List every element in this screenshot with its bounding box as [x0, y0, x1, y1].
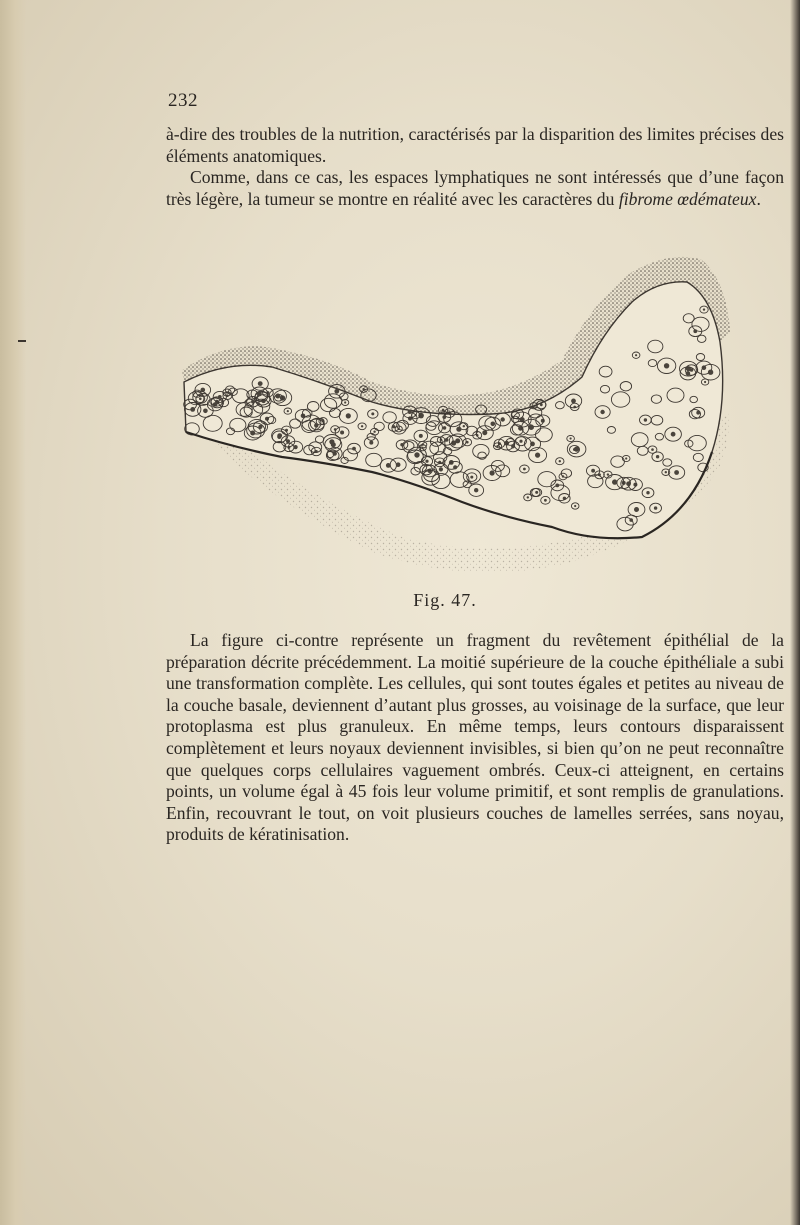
cell-nucleus — [277, 433, 282, 438]
cell-nucleus — [334, 389, 339, 394]
margin-mark — [18, 340, 26, 342]
cell-nucleus — [501, 417, 505, 421]
cell-nucleus — [535, 491, 538, 494]
cell-nucleus — [414, 452, 419, 457]
page-number: 232 — [168, 90, 198, 111]
cell-nucleus — [442, 415, 446, 419]
description-paragraph-text: La figure ci-contre représente un fragment du revêtement épithélial de la préparation décrite précédemment. La moitié supérieure de la couche épithéliale a subi une transformation complète. Les cellules, qui sont toutes égales et petites au niveau de la couche basale, deviennent d’autant plus grosses, au voisinage de la surface, que leur protoplasma est plus granuleux. En même temps, leurs contours disparaissent complètement et leurs noyaux deviennent invisibles, si bien qu’on ne peut reconnaître que quelques corps cellulaires vaguement ombrés. Ceux-ci atteignent, en certains points, un volume égal à 45 fois leur volume primitif, et sont remplis de granulations. Enfin, recouvrant le tout, on voit plusieurs couches de lamelles serrées, sans noyau, produits de kératinisation. — [166, 630, 784, 845]
cell-nucleus — [352, 447, 356, 451]
cell-nucleus — [527, 496, 529, 498]
cell-nucleus — [570, 437, 572, 439]
cell-nucleus — [258, 381, 263, 386]
cell-nucleus — [445, 438, 449, 442]
cell-nucleus — [607, 473, 609, 475]
cell-nucleus — [654, 506, 657, 509]
cell-nucleus — [555, 484, 559, 488]
cell-nucleus — [408, 410, 412, 414]
cell-nucleus — [671, 432, 676, 437]
cell-nucleus — [294, 445, 298, 449]
cell-nucleus — [344, 401, 346, 403]
intro-paragraph-line1: à-dire des troubles de la nutrition, caractérisés par la disparition des limites précises des éléments anatomiques. — [166, 124, 784, 166]
cell-nucleus — [540, 403, 543, 406]
cell-nucleus — [257, 392, 262, 397]
cell-nucleus — [704, 381, 706, 383]
cell-nucleus — [693, 329, 697, 333]
cell-nucleus — [528, 424, 534, 430]
cell-nucleus — [496, 445, 498, 447]
cell-nucleus — [656, 455, 659, 458]
cell-nucleus — [541, 419, 545, 423]
cell-nucleus — [286, 439, 290, 443]
cell-nucleus — [674, 470, 679, 475]
cell-nucleus — [369, 441, 373, 445]
cell-nucleus — [275, 394, 280, 399]
cell-nucleus — [629, 518, 633, 522]
cell-nucleus — [626, 481, 631, 486]
cell-nucleus — [490, 470, 495, 475]
figure-caption: Fig. 47. — [413, 590, 477, 610]
cell-nucleus — [396, 462, 401, 467]
cell-nucleus — [419, 434, 423, 438]
cell-nucleus — [340, 431, 344, 435]
intro-paragraph — [166, 124, 784, 210]
histology-illustration-icon — [172, 242, 738, 580]
emphasis-term: fibrome œdémateux — [618, 188, 757, 209]
cell-nucleus — [199, 398, 202, 401]
cell-nucleus — [470, 476, 473, 479]
cell-nucleus — [226, 394, 229, 397]
cell-nucleus — [442, 409, 445, 412]
cell-nucleus — [455, 438, 460, 443]
cell-nucleus — [250, 431, 255, 436]
cell-nucleus — [400, 443, 403, 446]
cell-nucleus — [625, 457, 627, 459]
cell-nucleus — [696, 411, 700, 415]
cell-nucleus — [646, 491, 649, 494]
cell-nucleus — [218, 395, 222, 399]
histology-figure — [172, 242, 738, 580]
intro-paragraph-line2 — [166, 167, 784, 210]
cell-nucleus — [634, 507, 639, 512]
cell-nucleus — [439, 467, 443, 471]
page-gutter-shadow — [0, 0, 26, 1225]
cell-nucleus — [559, 460, 561, 462]
description-paragraph — [166, 630, 784, 846]
cell-nucleus — [408, 416, 412, 420]
cell-nucleus — [491, 422, 496, 427]
cell-nucleus — [574, 446, 579, 451]
cell-nucleus — [612, 479, 617, 484]
cell-nucleus — [373, 431, 375, 433]
cell-nucleus — [453, 465, 457, 469]
cell-nucleus — [574, 505, 576, 507]
cell-nucleus — [371, 412, 374, 415]
cell-nucleus — [203, 409, 208, 414]
cell-nucleus — [600, 410, 604, 414]
cell-nucleus — [287, 410, 289, 412]
intro-text-before: Comme, dans ce cas, les espaces lymphatiques ne sont intéressés que d’une façon très légère, la tumeur se montre en réalité avec les caractères du — [166, 167, 784, 209]
cell-nucleus — [523, 468, 526, 471]
cell-nucleus — [703, 308, 705, 310]
cell-nucleus — [535, 453, 540, 458]
cell-nucleus — [708, 370, 713, 375]
cell-nucleus — [519, 440, 522, 443]
cell-nucleus — [562, 475, 564, 477]
cell-nucleus — [361, 425, 363, 427]
cell-nucleus — [651, 448, 654, 451]
cell-nucleus — [591, 469, 595, 473]
cell-nucleus — [314, 423, 318, 427]
cell-nucleus — [443, 426, 447, 430]
cell-nucleus — [422, 447, 424, 449]
cell-nucleus — [644, 418, 647, 421]
cell-nucleus — [190, 407, 195, 412]
cell-nucleus — [346, 413, 351, 418]
page-edge-shadow — [790, 0, 800, 1225]
cell-nucleus — [686, 371, 691, 376]
cell-nucleus — [664, 363, 669, 368]
cell-nucleus — [474, 488, 478, 492]
cell-nucleus — [635, 354, 637, 356]
cell-nucleus — [571, 399, 576, 404]
intro-text-after: . — [756, 188, 761, 209]
cell-nucleus — [331, 442, 336, 447]
cell-nucleus — [482, 430, 487, 435]
cell-nucleus — [425, 460, 428, 463]
cell-nucleus — [544, 499, 547, 502]
cell-nucleus — [665, 471, 667, 473]
cell-nucleus — [456, 427, 461, 432]
cell-nucleus — [463, 425, 465, 427]
